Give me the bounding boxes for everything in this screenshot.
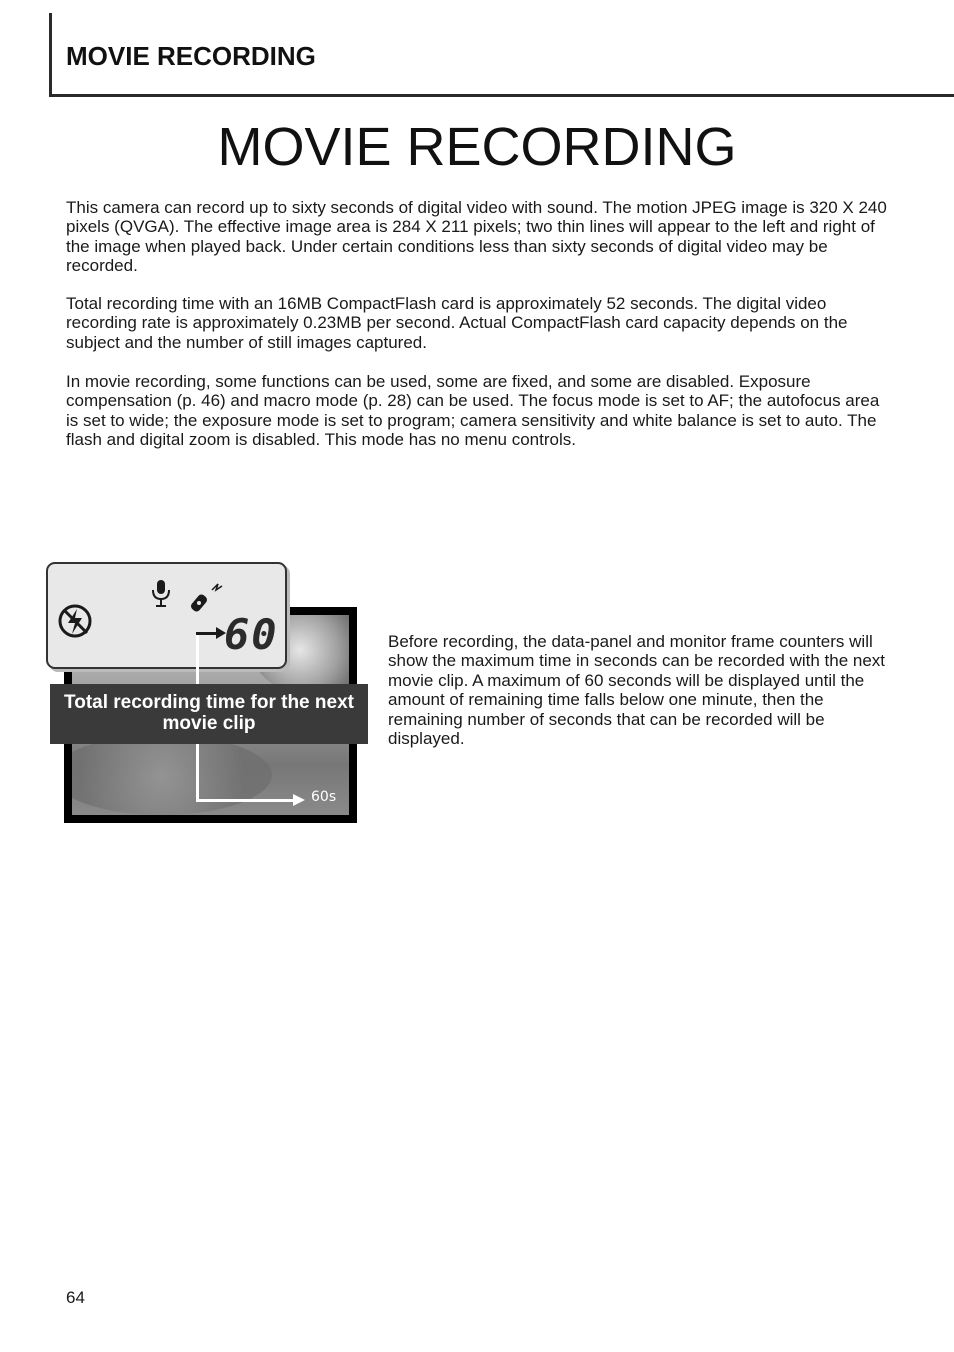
remote-control-icon [190, 582, 226, 619]
page-number: 64 [66, 1288, 85, 1307]
figure-label: Total recording time for the next movie clip [50, 684, 368, 744]
section-header: MOVIE RECORDING [66, 41, 316, 71]
body-paragraph: In movie recording, some functions can be used, some are fixed, and some are disabled. Exposure compensation (p. 46) and macro mode (p. 28) can be used. The focus mode is set to AF; the autofocus area is set to wide; the exposure mode is set to program; camera sensitivity and white balance is set to auto. The flash and digital zoom is disabled. This mode has no menu controls. [66, 372, 880, 450]
body-paragraph: Total recording time with an 16MB CompactFlash card is approximately 52 seconds. The digital video recording rate is approximately 0.23MB per second. Actual CompactFlash card capacity depends on the subject and the number of still images captured. [66, 294, 848, 352]
flash-off-icon [56, 601, 96, 646]
page-title: MOVIE RECORDING [217, 117, 737, 177]
header-rule-left [49, 13, 52, 97]
figure-description: Before recording, the data-panel and monitor frame counters will show the maximum time in seconds can be recorded with the next movie clip. A maximum of 60 seconds will be displayed until the amount of remaining time falls below one minute, then the remaining number of seconds that can be recorded will be displayed. [388, 632, 886, 749]
body-paragraph: This camera can record up to sixty seconds of digital video with sound. The motion JPEG image is 320 X 240 pixels (QVGA). The effective image area is 284 X 211 pixels; two thin lines will appear to the left and right of the image when played back. Under certain conditions less than sixty seconds of digital video may be recorded. [66, 198, 887, 276]
connector-line [196, 799, 296, 802]
monitor-frame-counter: 60s [311, 789, 337, 805]
arrow-icon [216, 627, 226, 639]
arrow-icon [293, 794, 305, 806]
header-rule-bottom [49, 94, 954, 97]
data-panel-frame-counter: 60 [224, 610, 279, 659]
microphone-icon [150, 578, 172, 613]
